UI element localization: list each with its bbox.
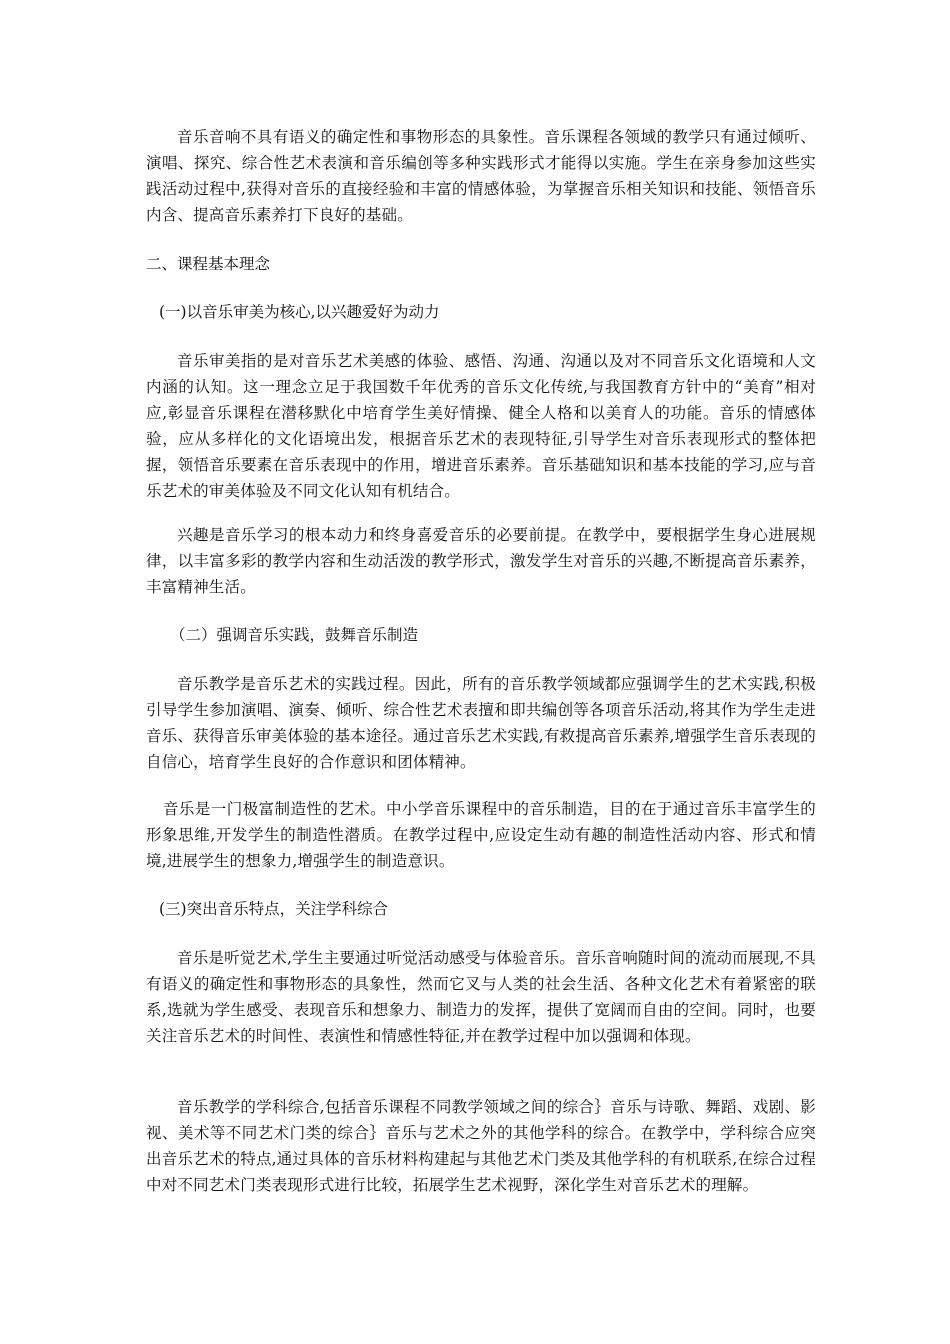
paragraph-music-sound-practice: 音乐音响不具有语义的确定性和事物形态的具象性。音乐课程各领域的教学只有通过倾听、演唱、探究、综合性艺术表演和音乐编创等多种实践形式才能得以实施。学生在亲身参加这些实践活动过程中,获得对音乐的直接经验和丰富的情感体验，为掌握音乐相关知识和技能、领悟音乐内含、提高音乐素养打下良好的基础。	[146, 128, 816, 224]
paragraph-interest-motivation: 兴趣是音乐学习的根本动力和终身喜爱音乐的必要前提。在教学中，要根据学生身心进展规律，以丰富多彩的教学内容和生动活泼的教学形式，激发学生对音乐的兴趣,不断提高音乐素养，丰富精神生活。	[146, 526, 816, 596]
section-heading-basic-concepts: 二、课程基本理念	[146, 255, 271, 273]
paragraph-auditory-art: 音乐是听觉艺术,学生主要通过听觉活动感受与体验音乐。音乐音响随时间的流动而展现,不具有语义的确定性和事物形态的具象性，然而它叉与人类的社会生活、各种文化艺术有着紧密的联系,选就为学生感受、表现音乐和想象力、制造力的发挥，提供了宽阔而自由的空间。同时，也要关注音乐艺术的时间性、表演性和情感性特征,并在教学过程中加以强调和体现。	[146, 949, 816, 1045]
subheading-aesthetic-core: (一)以音乐审美为核心,以兴趣爱好为动力	[159, 303, 440, 321]
subheading-music-practice: （二）强调音乐实践，鼓舞音乐制造	[170, 626, 419, 644]
paragraph-music-aesthetics: 音乐审美指的是对音乐艺术美感的体验、感悟、沟通、沟通以及对不同音乐文化语境和人文内涵的认知。这一理念立足于我国数千年优秀的音乐文化传统,与我国教育方针中的“美育”相对应,彰显音乐课程在潜移默化中培育学生美好情操、健全人格和以美育人的功能。音乐的情感体验，应从多样化的文化语境出发，根据音乐艺术的表现特征,引导学生对音乐表现形式的整体把握，领悟音乐要素在音乐表现中的作用，增进音乐素养。音乐基础知识和基本技能的学习,应与音乐艺术的审美体验及不同文化认知有机结合。	[146, 352, 816, 500]
subheading-music-features: (三)突出音乐特点，关注学科综合	[159, 900, 389, 918]
paragraph-teaching-practice: 音乐教学是音乐艺术的实践过程。因此，所有的音乐教学领域都应强调学生的艺术实践,积极引导学生参加演唱、演奏、倾听、综合性艺术表擅和即共编创等各项音乐活动,将其作为学生走进音乐、获得音乐审美体验的基本途径。通过音乐艺术实践,有救提高音乐素养,增强学生音乐表现的自信心，培育学生良好的合作意识和团体精神。	[146, 675, 816, 771]
paragraph-music-creativity: 音乐是一门极富制造性的艺术。中小学音乐课程中的音乐制造，目的在于通过音乐丰富学生的形象思维,开发学生的制造性潜质。在教学过程中,应设定生动有趣的制造性活动内容、形式和情境,进展学生的想象力,增强学生的制造意识。	[146, 800, 816, 870]
paragraph-subject-integration: 音乐教学的学科综合,包括音乐课程不同教学领域之间的综合｝音乐与诗歌、舞蹈、戏剧、影视、美术等不同艺术门类的综合｝音乐与艺术之外的其他学科的综合。在教学中，学科综合应突出音乐艺术的特点,通过具体的音乐材料构建起与其他艺术门类及其他学科的有机联系,在综合过程中对不同艺术门类表现形式进行比较，拓展学生艺术视野，深化学生对音乐艺术的理解。	[146, 1098, 816, 1194]
